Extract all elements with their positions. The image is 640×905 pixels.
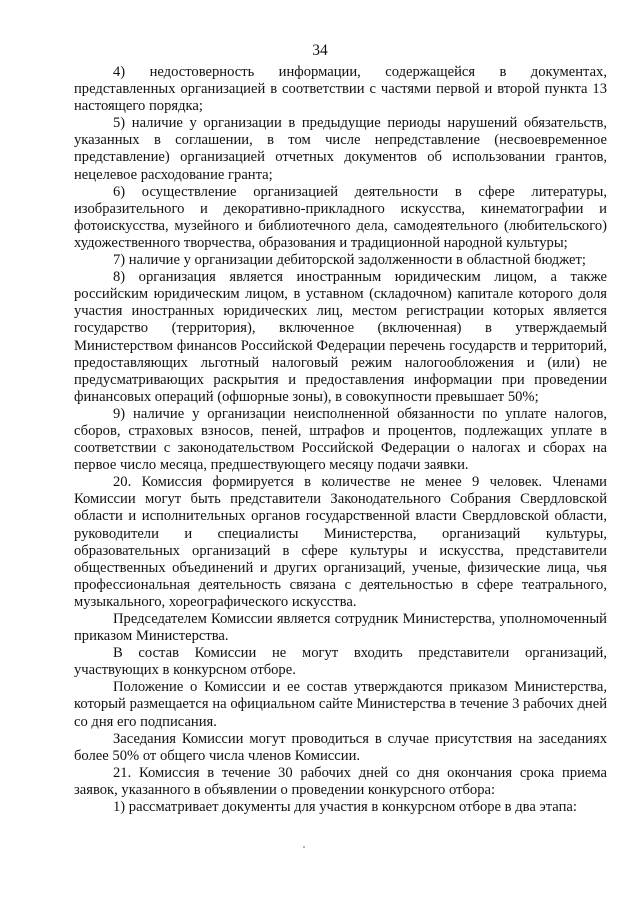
paragraph-clause-20: 20. Комиссия формируется в количестве не менее 9 человек. Членами Комиссии могут быть представители Законодательного Собрания Свердловской области и исполнительных органов государственной власти Свердловской области, руководители и специалисты Министерства, организаций культуры, образовательных организаций в сфере культуры и искусства, представители общественных объединений и других организаций, ученые, физические лица, чья профессиональная деятельность связана с деятельностью в сфере театрального, музыкального, хореографического искусства. xyxy=(74,474,607,610)
paragraph-item-5: 5) наличие у организации в предыдущие периоды нарушений обязательств, указанных в соглашении, в том числе непредставление (несвоевременное представление) организацией отчетных документов об использовании грантов, нецелевое расходование гранта; xyxy=(74,115,607,183)
paragraph-exclusion: В состав Комиссии не могут входить представители организаций, участвующих в конкурсном отборе. xyxy=(74,645,607,679)
page-number: 34 xyxy=(312,42,328,59)
paragraph-item-8: 8) организация является иностранным юридическим лицом, а также российским юридическим лицом, в уставном (складочном) капитале которого доля участия иностранных юридических лиц, местом регистрации которых является государство (территория), включенное (включенная) в утверждаемый Министерством финансов Российской Федерации перечень государств и территорий, предоставляющих льготный налоговый режим налогообложения и (или) не предусматривающих раскрытия и предоставления информации при проведении финансовых операций (офшорные зоны), в совокупности превышает 50%; xyxy=(74,269,607,405)
paragraph-clause-21-item-1: 1) рассматривает документы для участия в конкурсном отборе в два этапа: xyxy=(113,799,577,816)
scan-speck xyxy=(303,846,305,848)
paragraph-item-4: 4) недостоверность информации, содержащейся в документах, представленных организацией в соответствии с частями первой и второй пункта 13 настоящего порядка; xyxy=(74,64,607,115)
paragraph-item-9: 9) наличие у организации неисполненной обязанности по уплате налогов, сборов, страховых взносов, пеней, штрафов и процентов, подлежащих уплате в соответствии с законодательством Российской Федерации о налогах и сборах на первое число месяца, предшествующего месяцу подачи заявки. xyxy=(74,405,607,474)
paragraph-item-7: 7) наличие у организации дебиторской задолженности в областной бюджет; xyxy=(113,252,586,269)
paragraph-clause-21: 21. Комиссия в течение 30 рабочих дней со дня окончания срока приема заявок, указанного в объявлении о проведении конкурсного отбора: xyxy=(74,764,607,798)
document-body xyxy=(74,64,607,816)
paragraph-chairman: Председателем Комиссии является сотрудник Министерства, уполномоченный приказом Министерства. xyxy=(74,611,607,645)
paragraph-item-6: 6) осуществление организацией деятельности в сфере литературы, изобразительного и декоративно-прикладного искусства, кинематографии и фотоискусства, музейного и библиотечного дела, самодеятельного (любительского) художественного творчества, образования и традиционной народной культуры; xyxy=(74,183,607,251)
paragraph-regulation: Положение о Комиссии и ее состав утверждаются приказом Министерства, который размещается на официальном сайте Министерства в течение 3 рабочих дней со дня его подписания. xyxy=(74,679,607,730)
paragraph-quorum: Заседания Комиссии могут проводиться в случае присутствия на заседаниях более 50% от общего числа членов Комиссии. xyxy=(74,730,607,764)
